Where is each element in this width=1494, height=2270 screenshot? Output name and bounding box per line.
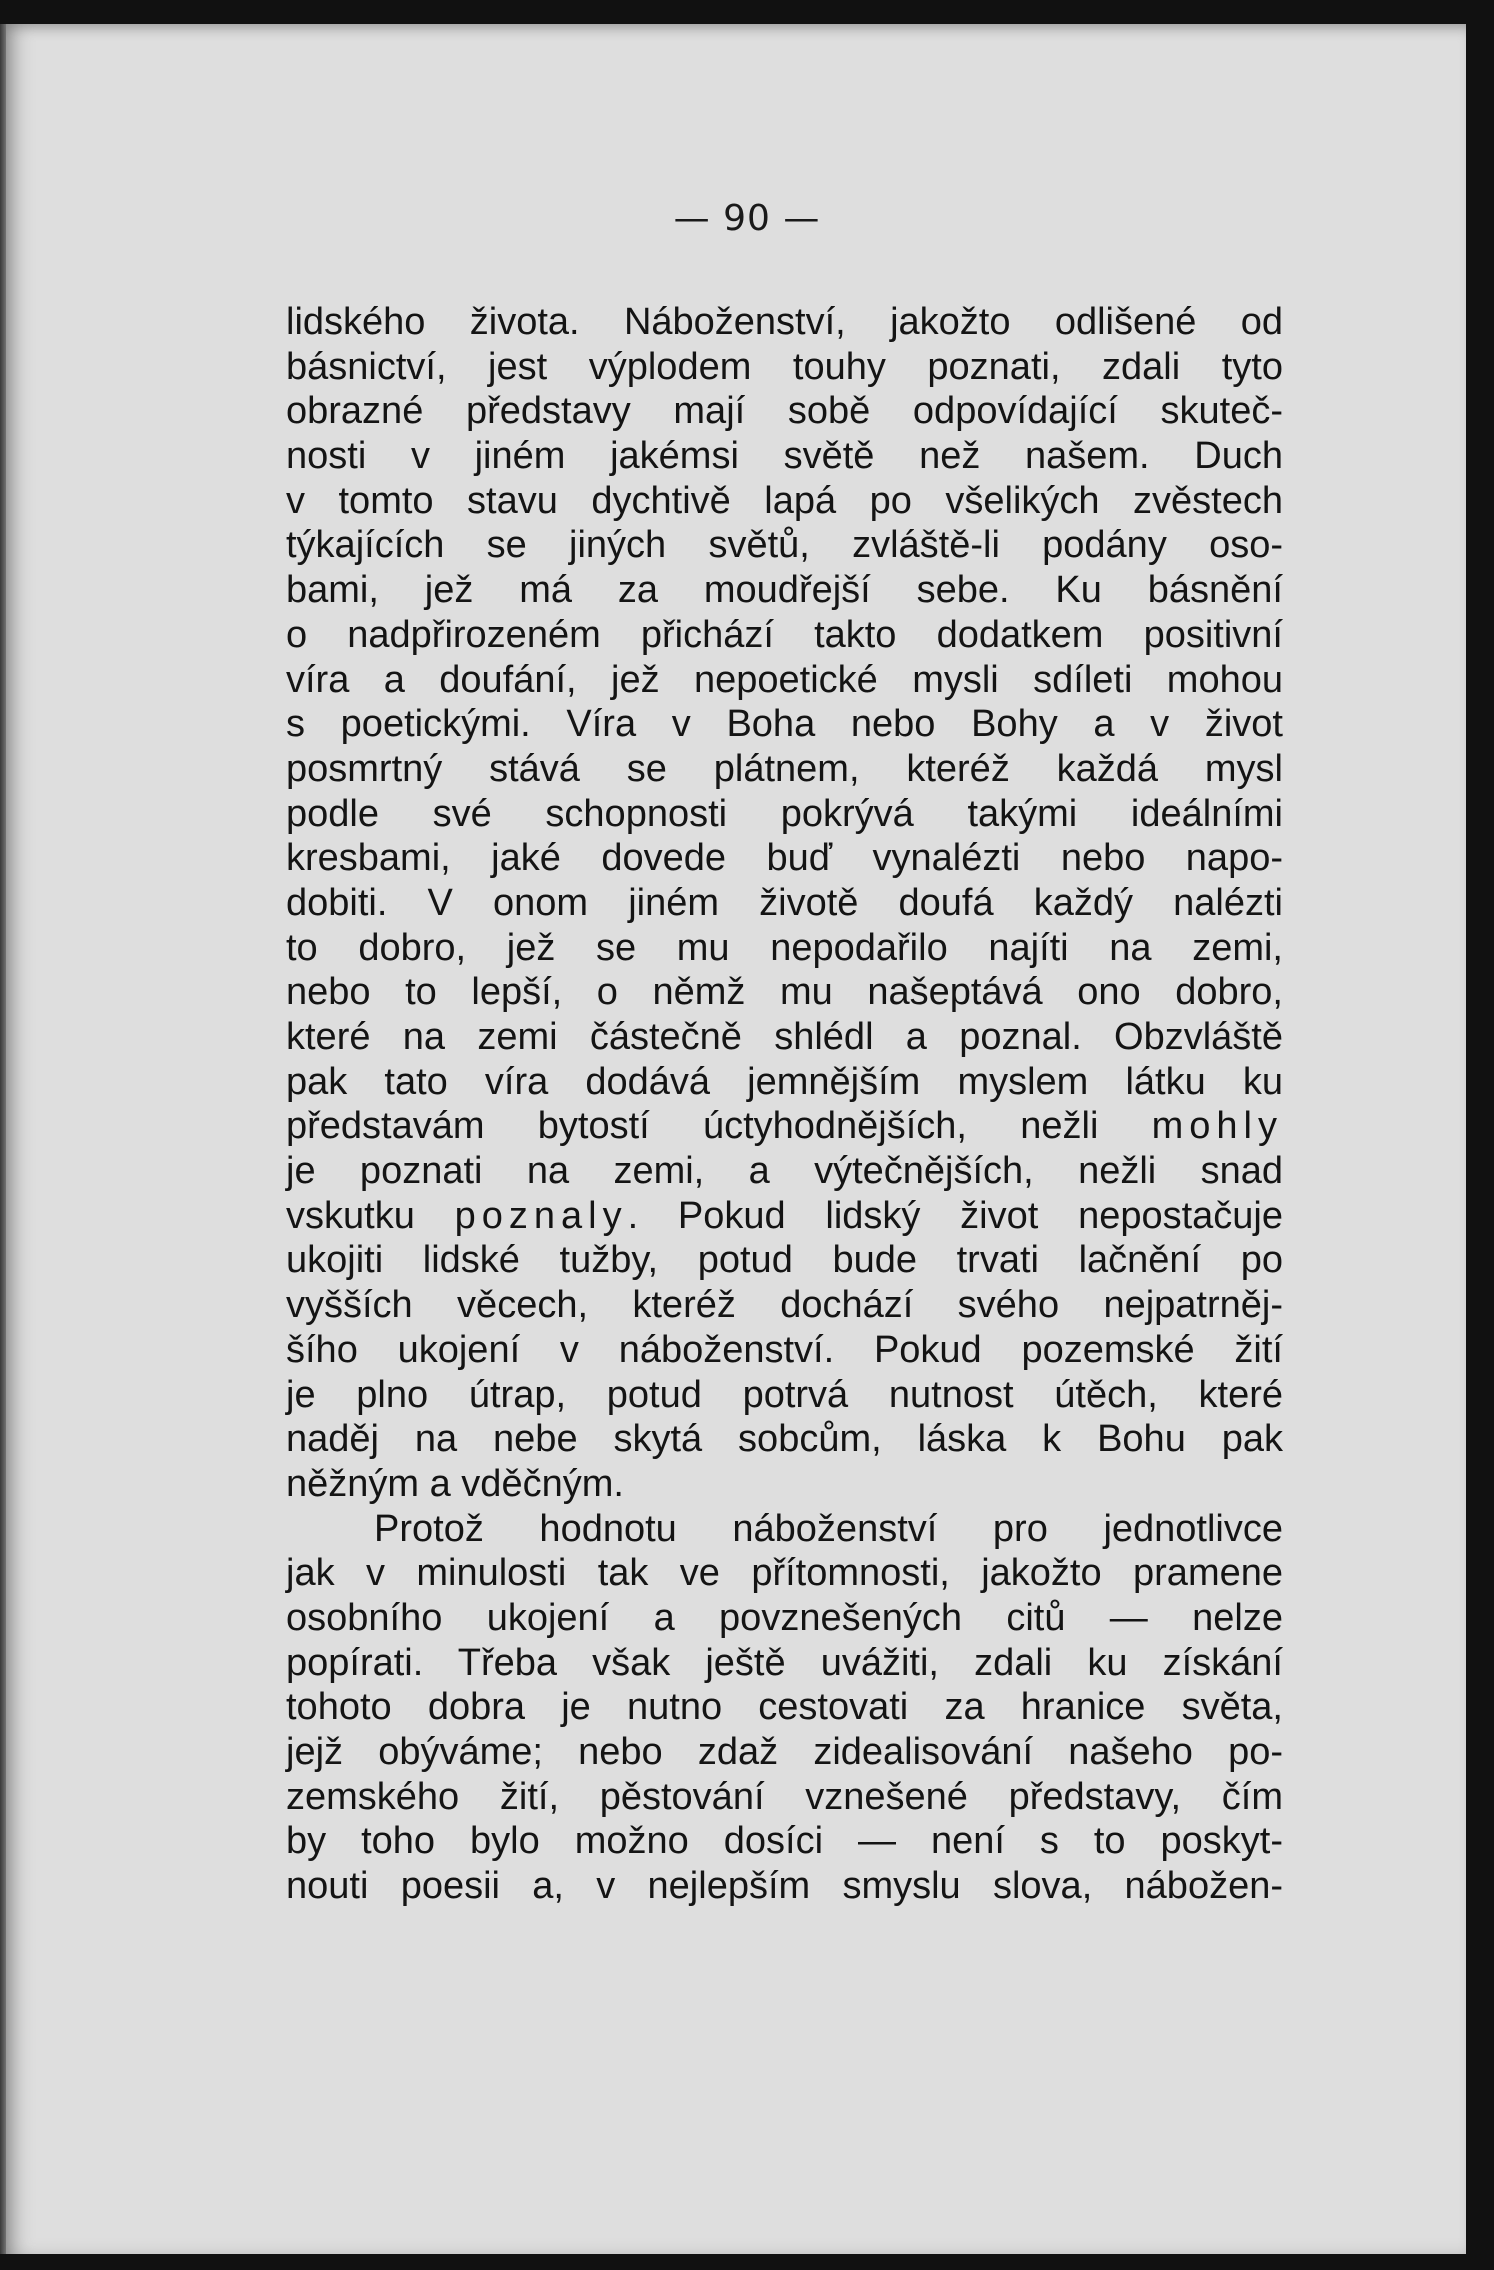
spaced-word: mohly: [1151, 1105, 1283, 1148]
spaced-word: poznaly: [454, 1194, 628, 1237]
text-line: by toho bylo možno dosíci — není s to poskyt-: [286, 1820, 1283, 1863]
text-line: tohoto dobra je nutno cestovati za hranice světa,: [286, 1686, 1283, 1729]
text-line: je plno útrap, potud potrvá nutnost útěch, které: [286, 1373, 1283, 1416]
text-line: zemského žití, pěstování vznešené představy, čím: [286, 1775, 1283, 1818]
text-line: lidského života. Náboženství, jakožto odlišené od: [286, 301, 1283, 343]
text-line: jejž obýváme; nebo zdaž zidealisování našeho po-: [286, 1731, 1283, 1773]
text-line: nouti poesii a, v nejlepším smyslu slova, nábožen-: [286, 1865, 1283, 1908]
text-line: podle své schopnosti pokrývá takými ideálními: [286, 792, 1283, 835]
text-line: popírati. Třeba však ještě uvážiti, zdali ku získání: [286, 1641, 1283, 1684]
text-line: posmrtný stává se plátnem, kteréž každá mysl: [286, 747, 1283, 790]
page-number: — 90 —: [673, 198, 821, 239]
text-line: pak tato víra dodává jemnějším myslem látku ku: [286, 1060, 1283, 1103]
text-line: je poznati na zemi, a výtečnějších, nežli snad: [286, 1150, 1283, 1193]
text-line: [286, 1104, 1283, 1149]
text-line: týkajících se jiných světů, zvláště-li podány oso-: [286, 524, 1283, 567]
text-line: které na zemi částečně shlédl a poznal. Obzvláště: [286, 1016, 1283, 1058]
text-fragment: představám bytostí úctyhodnějších, nežli: [286, 1105, 1099, 1148]
text-line: jak v minulosti tak ve přítomnosti, jakožto pramene: [286, 1552, 1283, 1595]
text-line: naděj na nebe skytá sobcům, láska k Bohu pak: [286, 1418, 1283, 1461]
text-line: ukojiti lidské tužby, potud bude trvati lačnění po: [286, 1239, 1283, 1282]
text-line: o nadpřirozeném přichází takto dodatkem positivní: [286, 613, 1283, 656]
text-line: šího ukojení v náboženství. Pokud pozemské žití: [286, 1328, 1283, 1371]
text-line: něžným a vděčným.: [286, 1462, 624, 1505]
text-line: básnictví, jest výplodem touhy poznati, zdali tyto: [286, 345, 1283, 388]
text-line: Protož hodnotu náboženství pro jednotlivce: [374, 1507, 1283, 1550]
text-line: víra a doufání, jež nepoetické mysli sdíleti mohou: [286, 658, 1283, 701]
text-line: v tomto stavu dychtivě lapá po všelikých zvěstech: [286, 479, 1283, 522]
text-line: nosti v jiném jakémsi světě než našem. Duch: [286, 435, 1283, 478]
text-fragment: vskutku: [286, 1194, 415, 1237]
body-text: [286, 300, 1283, 1909]
text-line: s poetickými. Víra v Boha nebo Bohy a v život: [286, 703, 1283, 746]
text-line: kresbami, jaké dovede buď vynalézti nebo napo-: [286, 837, 1283, 880]
text-line: [286, 1194, 1283, 1239]
text-fragment: . Pokud lidský život nepostačuje: [627, 1194, 1284, 1237]
text-line: dobiti. V onom jiném životě doufá každý nalézti: [286, 881, 1283, 924]
text-line: to dobro, jež se mu nepodařilo najíti na zemi,: [286, 926, 1283, 969]
text-line: vyšších věcech, kteréž dochází svého nejpatrněj-: [286, 1284, 1283, 1327]
text-line: osobního ukojení a povznešených citů — nelze: [286, 1596, 1283, 1639]
text-line: obrazné představy mají sobě odpovídající skuteč-: [286, 390, 1283, 433]
text-line: nebo to lepší, o němž mu našeptává ono dobro,: [286, 971, 1283, 1014]
text-line: bami, jež má za moudřejší sebe. Ku básnění: [286, 569, 1283, 612]
